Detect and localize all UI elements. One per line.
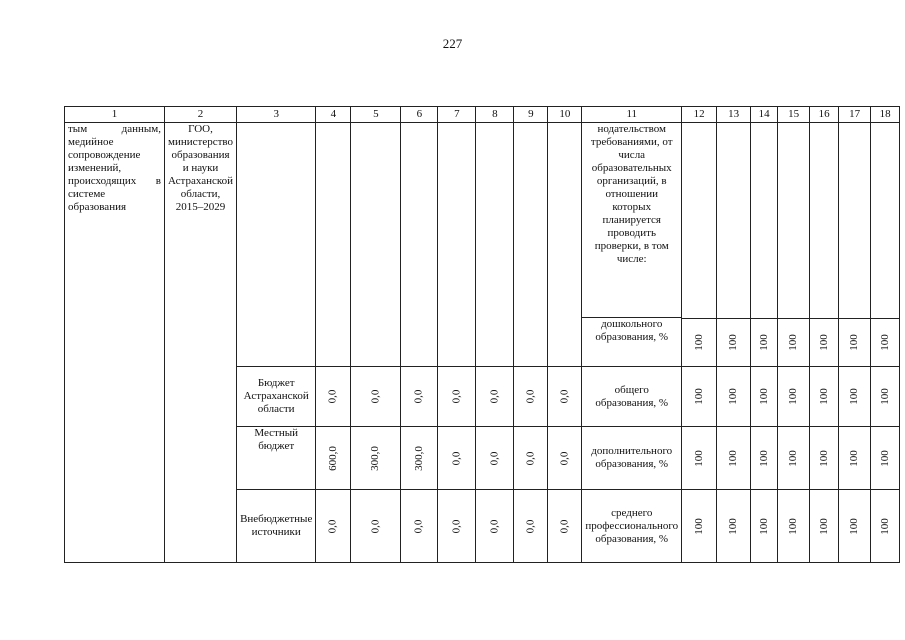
header-cell: 11	[582, 107, 682, 123]
value-text: 0,0	[326, 389, 339, 404]
target-cell	[810, 367, 839, 427]
source-cell	[237, 490, 316, 563]
target-value: 100	[692, 449, 705, 467]
value-text: 0,0	[524, 389, 537, 404]
header-cell: 6	[401, 107, 438, 123]
value-text: 0,0	[412, 389, 425, 404]
target-value: 100	[727, 449, 740, 467]
target-cell	[751, 490, 778, 563]
target-value: 100	[727, 388, 740, 405]
target-value: 100	[848, 334, 861, 351]
value-cell	[514, 490, 548, 563]
target-cell	[839, 490, 871, 563]
table-row	[65, 123, 900, 367]
target-cell	[871, 490, 900, 563]
value-cell	[316, 490, 351, 563]
header-cell: 7	[438, 107, 476, 123]
target-cell	[751, 427, 778, 490]
target-cell	[778, 367, 810, 427]
indicator-text: дошкольного образования, %	[595, 318, 669, 343]
value-text: 0,0	[369, 389, 382, 404]
target-cell	[871, 427, 900, 490]
value-cell	[514, 123, 548, 367]
target-cell	[871, 367, 900, 427]
value-cell	[401, 427, 438, 490]
target-value: 100	[692, 388, 705, 405]
value-text: 0,0	[558, 389, 571, 404]
indicator-text: дополнительного образования, %	[591, 445, 673, 470]
target-cell	[751, 123, 778, 367]
value-text: 0,0	[558, 451, 571, 465]
target-cell	[839, 427, 871, 490]
value-cell	[438, 123, 476, 367]
value-cell	[476, 367, 514, 427]
target-value: 100	[817, 334, 830, 351]
value-cell	[548, 490, 582, 563]
header-cell: 16	[810, 107, 839, 123]
target-value: 100	[757, 334, 770, 351]
target-value: 100	[727, 517, 740, 535]
value-cell	[401, 367, 438, 427]
value-text: 0,0	[524, 451, 537, 465]
target-cell	[871, 123, 900, 367]
target-cell	[810, 427, 839, 490]
target-cell	[810, 123, 839, 367]
value-text: 0,0	[488, 389, 501, 404]
source-cell	[237, 367, 316, 427]
header-cell: 13	[717, 107, 751, 123]
value-cell	[351, 427, 401, 490]
value-text: 0,0	[326, 519, 339, 533]
indicator-cell	[582, 123, 682, 367]
page-number: 227	[442, 36, 463, 51]
source-text: Бюджет Астраханской области	[243, 377, 309, 415]
target-cell	[810, 490, 839, 563]
target-cell	[682, 490, 717, 563]
value-cell	[476, 123, 514, 367]
value-cell	[351, 123, 401, 367]
value-cell	[401, 123, 438, 367]
value-text: 0,0	[524, 519, 537, 533]
header-cell: 15	[778, 107, 810, 123]
value-cell	[316, 367, 351, 427]
target-value: 100	[878, 334, 891, 351]
target-cell	[751, 367, 778, 427]
target-value: 100	[787, 388, 800, 405]
value-text: 0,0	[412, 519, 425, 533]
value-cell	[514, 367, 548, 427]
source-cell	[237, 123, 316, 367]
target-cell	[717, 123, 751, 367]
target-value: 100	[787, 334, 800, 351]
program-table	[64, 106, 900, 563]
header-cell: 3	[237, 107, 316, 123]
target-value: 100	[878, 517, 891, 535]
value-cell	[438, 490, 476, 563]
target-value: 100	[817, 449, 830, 467]
value-cell	[548, 123, 582, 367]
value-cell	[476, 427, 514, 490]
value-text: 0,0	[450, 389, 463, 404]
header-row	[65, 107, 900, 123]
target-value: 100	[692, 517, 705, 535]
target-cell	[682, 123, 717, 367]
target-value: 100	[878, 449, 891, 467]
header-cell: 5	[351, 107, 401, 123]
header-cell: 18	[871, 107, 900, 123]
target-value: 100	[757, 449, 770, 467]
target-cell	[717, 427, 751, 490]
value-text: 0,0	[488, 519, 501, 533]
value-cell	[316, 123, 351, 367]
value-text: 0,0	[558, 519, 571, 533]
value-cell	[351, 367, 401, 427]
value-cell	[476, 490, 514, 563]
target-cell	[717, 490, 751, 563]
target-value: 100	[848, 517, 861, 535]
target-value: 100	[757, 517, 770, 535]
target-value: 100	[727, 334, 740, 351]
indicator-cell	[582, 367, 682, 427]
indicator-text: общего образования, %	[595, 383, 669, 409]
target-cell	[682, 427, 717, 490]
value-cell	[438, 427, 476, 490]
indicator-cell	[582, 490, 682, 563]
source-text: Внебюджетные источники	[240, 513, 313, 538]
header-cell: 9	[514, 107, 548, 123]
value-cell	[401, 490, 438, 563]
header-cell: 10	[548, 107, 582, 123]
header-cell: 8	[476, 107, 514, 123]
target-value: 100	[817, 517, 830, 535]
value-text: 0,0	[450, 451, 463, 465]
value-text: 0,0	[488, 451, 501, 465]
indicator-text: среднего профессионального образования, %	[585, 506, 679, 545]
value-cell	[351, 490, 401, 563]
value-cell	[438, 367, 476, 427]
target-value: 100	[757, 388, 770, 405]
target-cell	[778, 490, 810, 563]
target-cell	[717, 367, 751, 427]
target-value: 100	[787, 449, 800, 467]
value-cell	[548, 427, 582, 490]
activity-text: тым данным, медийное сопровождение изменений, происходящих в системе образования	[68, 123, 161, 213]
value-cell	[316, 427, 351, 490]
header-cell: 12	[682, 107, 717, 123]
target-value: 100	[848, 388, 861, 405]
source-cell	[237, 427, 316, 490]
activity-cell	[65, 123, 165, 563]
indicator-cell	[582, 427, 682, 490]
target-cell	[682, 367, 717, 427]
value-text: 0,0	[450, 519, 463, 533]
header-cell: 2	[165, 107, 237, 123]
value-cell	[514, 427, 548, 490]
target-value: 100	[692, 334, 705, 351]
source-text: Местный бюджет	[254, 427, 299, 452]
header-cell: 4	[316, 107, 351, 123]
target-value: 100	[878, 388, 891, 405]
value-text: 0,0	[369, 519, 382, 533]
executor-text: ГОО, министерство образования и науки Астраханской области, 2015–2029	[168, 123, 234, 213]
indicator-intro: нодательством требованиями, от числа образовательных организаций, в отношении которых планируется проводить проверки, в том числе:	[582, 123, 681, 318]
target-value: 100	[787, 517, 800, 535]
header-cell: 17	[839, 107, 871, 123]
value-text: 600,0	[326, 445, 339, 471]
header-cell: 14	[751, 107, 778, 123]
header-cell: 1	[65, 107, 165, 123]
target-cell	[839, 123, 871, 367]
executor-cell	[165, 123, 237, 563]
value-text: 300,0	[369, 445, 382, 471]
target-cell	[778, 427, 810, 490]
target-cell	[839, 367, 871, 427]
target-value: 100	[817, 388, 830, 405]
value-cell	[548, 367, 582, 427]
target-cell	[778, 123, 810, 367]
target-value: 100	[848, 449, 861, 467]
value-text: 300,0	[412, 445, 425, 471]
